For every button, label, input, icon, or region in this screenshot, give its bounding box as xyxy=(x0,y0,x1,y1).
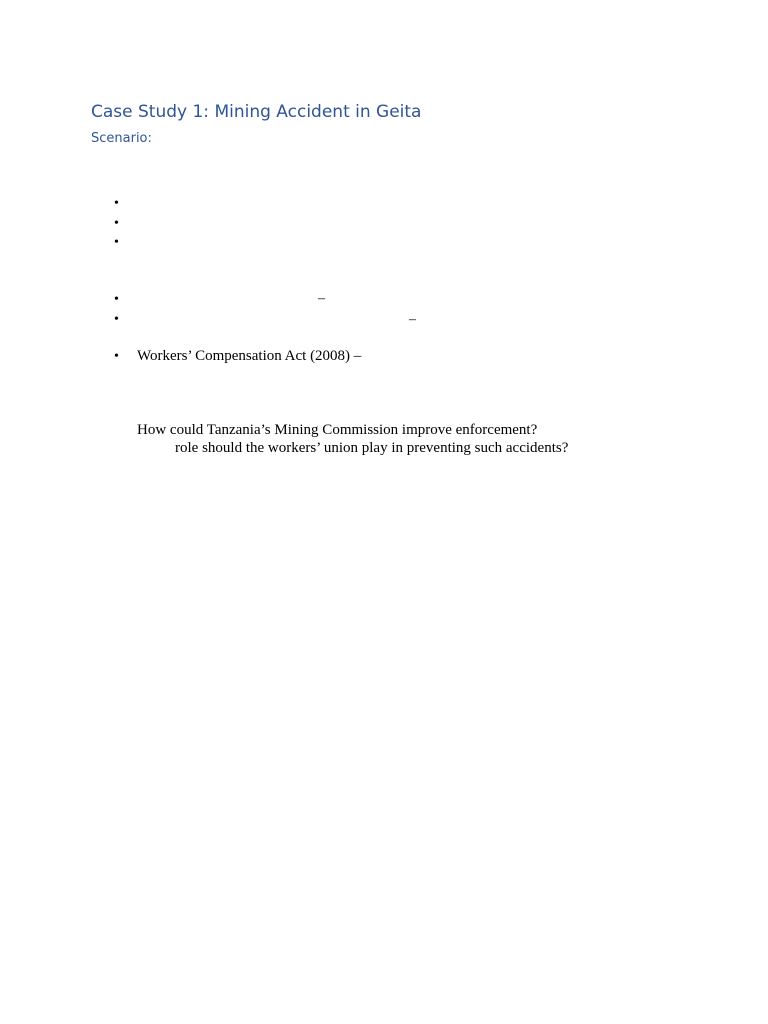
legal-dash-2: – xyxy=(409,312,416,327)
scenario-bullet-3: • xyxy=(114,235,119,250)
legal-dash-1: – xyxy=(318,291,325,306)
legal-item-workers-compensation: Workers’ Compensation Act (2008) – xyxy=(137,348,362,364)
legal-bullet-1: • xyxy=(114,292,119,307)
case-study-title: Case Study 1: Mining Accident in Geita xyxy=(91,102,422,122)
legal-bullet-3: • xyxy=(114,349,119,364)
legal-bullet-2: • xyxy=(114,312,119,327)
scenario-bullet-1: • xyxy=(114,196,119,211)
discussion-question-1: How could Tanzania’s Mining Commission improve enforcement? xyxy=(137,422,538,438)
discussion-question-2: role should the workers’ union play in preventing such accidents? xyxy=(175,440,569,456)
scenario-label: Scenario: xyxy=(91,131,152,146)
scenario-bullet-2: • xyxy=(114,216,119,231)
